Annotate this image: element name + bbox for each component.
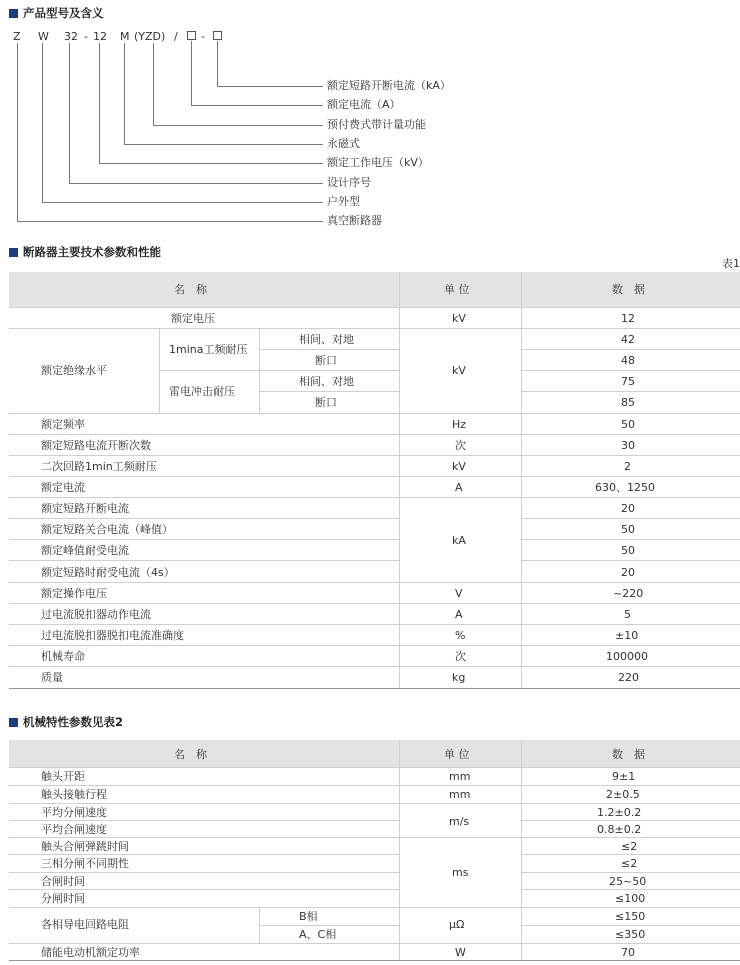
row-value: 48	[621, 354, 635, 367]
row-unit: kA	[452, 534, 466, 547]
row-name: 额定绝缘水平	[41, 364, 107, 377]
header-name: 名 称	[174, 283, 207, 296]
row-name: 平均合闸速度	[41, 823, 107, 836]
row-name: 储能电动机额定功率	[41, 946, 140, 959]
row-subitem: 断口	[315, 396, 337, 409]
row-subitem: B相	[299, 910, 318, 923]
row-name: 过电流脱扣器脱扣电流准确度	[41, 629, 184, 642]
row-unit: kV	[452, 364, 466, 377]
meaning-permanent-magnet: 永磁式	[327, 137, 360, 150]
row-name: 分闸时间	[41, 892, 85, 905]
row-name: 各相导电回路电阻	[41, 918, 129, 931]
row-value: 220	[618, 671, 639, 684]
row-unit: Hz	[452, 418, 467, 431]
row-name: 额定峰值耐受电流	[41, 544, 129, 557]
row-subitem: 相间、对地	[299, 375, 354, 388]
row-value: 630、1250	[595, 481, 655, 494]
meaning-breaking-current: 额定短路开断电流（kA）	[327, 79, 451, 92]
row-unit: mm	[449, 770, 471, 783]
code-slash: /	[174, 30, 178, 43]
row-value: ≤2	[621, 857, 638, 870]
row-value: 30	[621, 439, 635, 452]
row-unit: μΩ	[449, 918, 465, 931]
row-value: 85	[621, 396, 635, 409]
row-value: ≤2	[621, 840, 638, 853]
table-header	[9, 740, 740, 767]
section-title: 产品型号及含义	[23, 6, 104, 20]
row-name: 额定电流	[41, 481, 85, 494]
row-value: 50	[621, 523, 635, 536]
code-12: 12	[93, 30, 107, 43]
code-dash: -	[84, 30, 88, 43]
table-main-params	[9, 255, 740, 689]
row-name: 机械寿命	[41, 650, 85, 663]
row-subname: 1mina工频耐压	[169, 343, 248, 356]
section-title: 断路器主要技术参数和性能	[23, 245, 161, 259]
row-name: 三相分闸不同期性	[41, 857, 129, 870]
row-name: 额定短路关合电流（峰值）	[41, 523, 173, 536]
meaning-vacuum-breaker: 真空断路器	[327, 214, 382, 227]
row-value: 2±0.5	[606, 788, 640, 801]
table-mechanical	[9, 740, 740, 962]
code-box-current	[187, 31, 196, 40]
table-number: 表1	[722, 257, 740, 270]
row-name: 触头合闸弹跳时间	[41, 840, 129, 853]
header-data: 数 据	[612, 283, 645, 296]
row-value: 9±1	[612, 770, 636, 783]
section-heading-model	[9, 5, 104, 21]
table-header	[9, 272, 740, 307]
row-value: ±10	[615, 629, 639, 642]
row-subitem: 断口	[315, 354, 337, 367]
row-unit: W	[455, 946, 466, 959]
row-value: ≤350	[615, 928, 646, 941]
meaning-design-number: 设计序号	[327, 176, 371, 189]
row-value: 12	[621, 312, 635, 325]
row-value: ~220	[613, 587, 644, 600]
row-name: 合闸时间	[41, 875, 85, 888]
row-name: 额定短路电流开断次数	[41, 439, 151, 452]
row-value: 2	[624, 460, 631, 473]
section-square-icon	[9, 9, 18, 18]
row-unit: 次	[455, 650, 466, 663]
row-value: 20	[621, 502, 635, 515]
row-name: 额定短路开断电流	[41, 502, 129, 515]
row-unit: mm	[449, 788, 471, 801]
row-name: 触头开距	[41, 770, 85, 783]
code-m: M	[120, 30, 130, 43]
row-unit: kg	[452, 671, 466, 684]
code-w: W	[38, 30, 49, 43]
row-value: 100000	[606, 650, 648, 663]
section-heading-mechanical	[9, 714, 123, 730]
header-name: 名 称	[174, 748, 207, 761]
code-32: 32	[64, 30, 78, 43]
row-value: 70	[621, 946, 635, 959]
row-unit: kV	[452, 312, 466, 325]
row-unit: m/s	[449, 815, 470, 828]
header-unit: 单 位	[444, 283, 470, 296]
row-subitem: 相间、对地	[299, 333, 354, 346]
header-data: 数 据	[612, 748, 645, 761]
row-value: 20	[621, 566, 635, 579]
section-square-icon	[9, 718, 18, 727]
row-unit: %	[455, 629, 466, 642]
row-name: 二次回路1min工频耐压	[41, 460, 157, 473]
row-unit: ms	[452, 866, 469, 879]
row-name: 过电流脱扣器动作电流	[41, 608, 151, 621]
row-value: 42	[621, 333, 635, 346]
row-name: 质量	[41, 671, 63, 684]
meaning-rated-voltage: 额定工作电压（kV）	[327, 156, 429, 169]
row-name: 额定频率	[41, 418, 85, 431]
row-value: 1.2±0.2	[597, 806, 642, 819]
row-name: 额定操作电压	[41, 587, 107, 600]
code-dash-2: -	[201, 30, 205, 43]
code-yzd: (YZD)	[134, 30, 166, 43]
code-box-breaking	[213, 31, 222, 40]
row-unit: A	[455, 608, 463, 621]
row-value: 0.8±0.2	[597, 823, 642, 836]
row-name: 额定短路时耐受电流（4s）	[41, 566, 175, 579]
row-subname: 雷电冲击耐压	[169, 385, 235, 398]
row-name: 平均分闸速度	[41, 806, 107, 819]
row-value: ≤150	[615, 910, 646, 923]
row-value: 5	[624, 608, 631, 621]
row-unit: kV	[452, 460, 466, 473]
meaning-prepaid: 预付费式带计量功能	[327, 118, 426, 131]
row-unit: V	[455, 587, 463, 600]
meaning-outdoor: 户外型	[327, 195, 360, 208]
row-unit: A	[455, 481, 463, 494]
code-z: Z	[13, 30, 21, 43]
row-unit: 次	[455, 439, 466, 452]
row-name: 触头接触行程	[41, 788, 107, 801]
row-subitem: A、C相	[299, 928, 337, 941]
row-value: 75	[621, 375, 635, 388]
row-value: ≤100	[615, 892, 646, 905]
header-unit: 单 位	[444, 748, 470, 761]
meaning-rated-current: 额定电流（A）	[327, 98, 401, 111]
row-name: 额定电压	[171, 312, 215, 325]
row-value: 50	[621, 544, 635, 557]
row-value: 50	[621, 418, 635, 431]
section-title: 机械特性参数见表2	[23, 715, 124, 729]
row-value: 25~50	[609, 875, 647, 888]
